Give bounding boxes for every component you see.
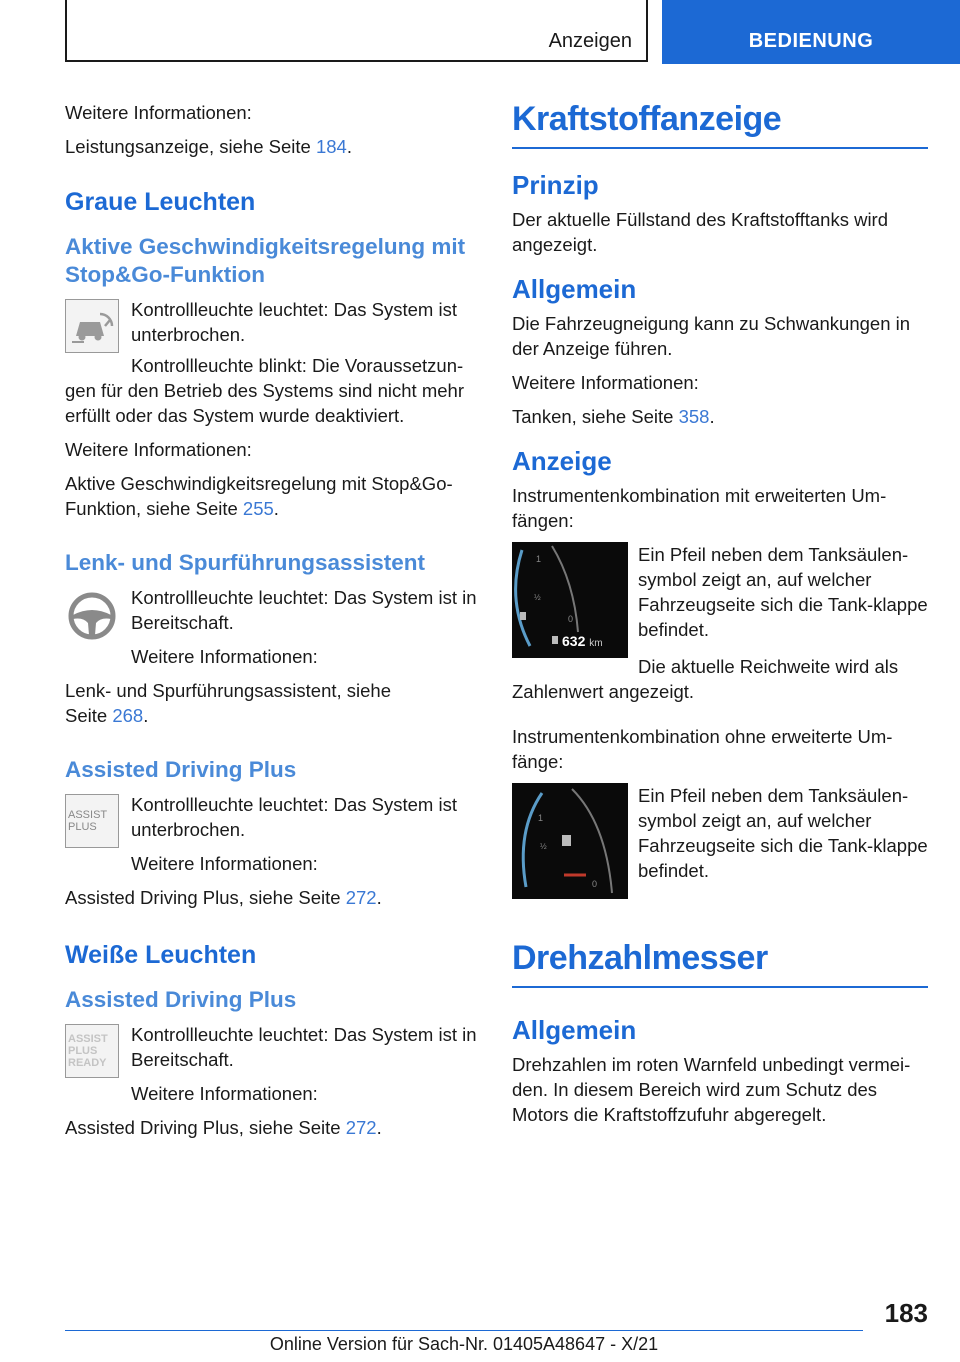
acc-text1: Kontrollleuchte leuchtet: Das System ist unterbrochen. [131, 299, 457, 345]
acc-row [65, 297, 481, 356]
ref-text: Lenk- und Spurführungsassistent, siehe Seite [65, 680, 392, 726]
footer-text: Online Version für Sach-Nr. 01405A48647 - X/21 [269, 1334, 659, 1354]
adp2-row [65, 1022, 481, 1115]
lenk-heading: Lenk- und Spurführungsassistent [65, 550, 426, 575]
anzeige-heading: Anzeige [512, 446, 612, 476]
adp-info: Weitere Informationen: [131, 853, 318, 874]
page-link[interactable]: 255 [242, 498, 274, 519]
allg-text: Die Fahrzeugneigung kann zu Schwankungen in der Anzeige führen. [512, 313, 911, 359]
svg-text:0: 0 [568, 614, 574, 624]
range-value: 632 [562, 633, 586, 649]
lenk-info: Weitere Informationen: [131, 646, 318, 667]
svg-text:½: ½ [534, 593, 541, 602]
gauge2-row [512, 783, 928, 899]
svg-text:0: 0 [592, 879, 598, 889]
header-box [65, 0, 648, 62]
adp2-info: Weitere Informationen: [131, 1083, 318, 1104]
svg-text:½: ½ [540, 842, 547, 851]
page-link[interactable]: 184 [315, 136, 347, 157]
anzeige-text1: Instrumentenkombination mit erweiterten Um-fängen: [512, 485, 887, 531]
ref-text: Leistungsanzeige, siehe Seite [65, 136, 316, 157]
acc-text2: Kontrollleuchte blinkt: Die Voraussetzun-gen für den Betrieb des Systems sind nicht mehr erfüllt oder das System wurde deaktiviert. [65, 355, 464, 426]
adp2-icon-wrap [65, 1022, 121, 1115]
acc-heading: Aktive Geschwindigkeitsregelung mit Stop&Go-Funktion [65, 234, 466, 287]
dreh-allg-heading: Allgemein [512, 1015, 637, 1045]
dreh-heading: Drehzahlmesser [512, 939, 928, 988]
assist-plus-icon: ASSIST PLUS [65, 794, 119, 848]
left-column [65, 100, 481, 1149]
dreh-text: Drehzahlen im roten Warnfeld unbedingt vermei-den. In diesem Bereich wird zum Schutz des Motors die Kraftstoffzufuhr abgeregelt. [512, 1054, 911, 1125]
ref-text: Tanken, siehe Seite [512, 406, 679, 427]
gauge2-text1: Ein Pfeil neben dem Tanksäulen-symbol zeigt an, auf welcher Fahrzeugseite sich die Tank-klappe befindet. [638, 785, 928, 881]
page-number: 183 [884, 1298, 928, 1328]
allg-ref: Tanken, siehe Seite 358. [512, 406, 715, 427]
anzeige-text2: Instrumentenkombination ohne erweiterte Um-fänge: [512, 726, 893, 772]
ref-text: Assisted Driving Plus, siehe Seite [65, 887, 346, 908]
adp-icon-wrap [65, 792, 121, 885]
gauge1-text1: Ein Pfeil neben dem Tanksäulen-symbol zeigt an, auf welcher Fahrzeugseite sich die Tank-klappe befindet. [638, 544, 928, 640]
adp-ref: Assisted Driving Plus, siehe Seite 272. [65, 887, 382, 908]
range-readout [562, 633, 603, 649]
acc-info: Weitere Informationen: [65, 439, 252, 460]
chapter-tab: BEDIENUNG [662, 0, 960, 64]
page-link[interactable]: 268 [112, 705, 144, 726]
lenk-icon-wrap [65, 585, 121, 678]
graue-heading: Graue Leuchten [65, 188, 256, 216]
weisse-heading: Weiße Leuchten [65, 941, 257, 969]
lenk-text1: Kontrollleuchte leuchtet: Das System ist in Bereitschaft. [131, 587, 477, 633]
adp2-ref: Assisted Driving Plus, siehe Seite 272. [65, 1117, 382, 1138]
page-link[interactable]: 272 [345, 1117, 377, 1138]
lenk-ref: Lenk- und Spurführungsassistent, siehe Seite 268. [65, 680, 392, 726]
assist-plus-ready-icon: ASSIST PLUS READY [65, 1024, 119, 1078]
lenk-row [65, 585, 481, 678]
acc-icon-wrap [65, 297, 121, 356]
fuel-gauge-image-extended [512, 542, 628, 658]
intro-ref: Leistungsanzeige, siehe Seite 184. [65, 136, 352, 157]
steering-wheel-icon [65, 589, 119, 643]
ref-text: Aktive Geschwindigkeitsregelung mit Stop&Go-Funktion, siehe Seite [65, 473, 453, 519]
ref-text: Assisted Driving Plus, siehe Seite [65, 1117, 346, 1138]
svg-text:1: 1 [536, 554, 542, 564]
svg-text:1: 1 [538, 813, 544, 823]
page-link[interactable]: 358 [678, 406, 710, 427]
kraft-heading: Kraftstoffanzeige [512, 100, 928, 149]
right-column [512, 100, 928, 1136]
gauge1-text2: Die aktuelle Reichweite wird als Zahlenwert angezeigt. [512, 656, 899, 702]
acc-ref: Aktive Geschwindigkeitsregelung mit Stop&Go-Funktion, siehe Seite 255. [65, 473, 453, 519]
adp-row [65, 792, 481, 885]
adp2-text1: Kontrollleuchte leuchtet: Das System ist in Bereitschaft. [131, 1024, 477, 1070]
intro-info: Weitere Informationen: [65, 102, 252, 123]
range-unit: km [589, 638, 603, 649]
allg-info: Weitere Informationen: [512, 372, 699, 393]
adp-heading: Assisted Driving Plus [65, 757, 297, 782]
page-link[interactable]: 272 [345, 887, 377, 908]
allg-heading: Allgemein [512, 274, 637, 304]
section-title: Anzeigen [548, 30, 632, 52]
adp2-heading: Assisted Driving Plus [65, 987, 297, 1012]
acc-icon [65, 299, 119, 353]
footer-divider [65, 1330, 863, 1331]
prinzip-heading: Prinzip [512, 170, 599, 200]
prinzip-text: Der aktuelle Füllstand des Kraftstofftanks wird angezeigt. [512, 209, 888, 255]
adp-text1: Kontrollleuchte leuchtet: Das System ist unterbrochen. [131, 794, 457, 840]
fuel-gauge-image-standard [512, 783, 628, 899]
gauge1-row [512, 542, 928, 658]
